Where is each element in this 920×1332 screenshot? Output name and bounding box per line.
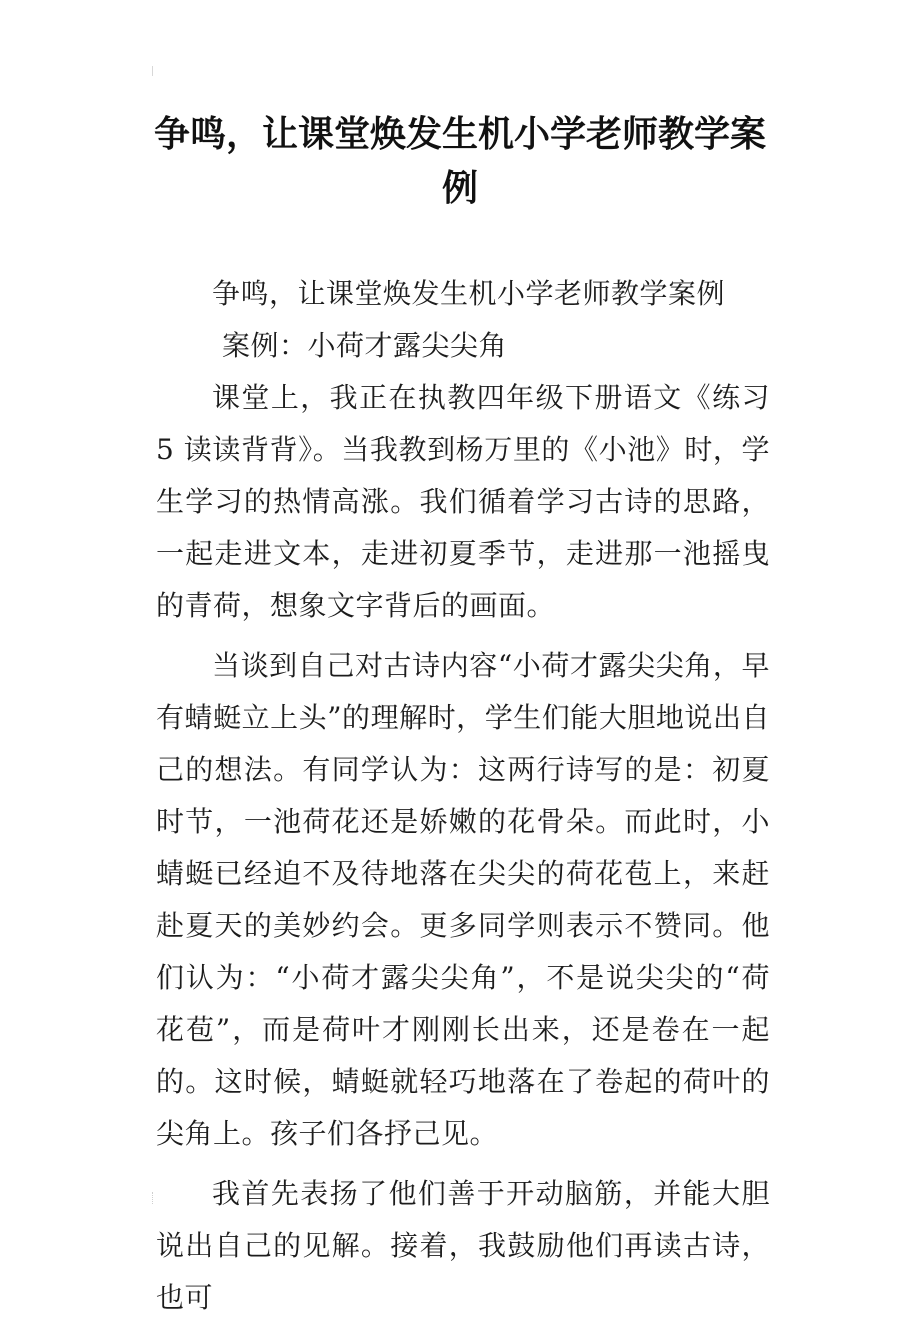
- document-body: [156, 268, 770, 1332]
- subtitle-line: 争鸣，让课堂焕发生机小学老师教学案例: [212, 277, 726, 310]
- case-line: 案例：小荷才露尖尖角: [222, 329, 508, 362]
- document-title: 争鸣，让课堂焕发生机小学老师教学案例: [153, 114, 766, 209]
- scan-mark-top: [152, 66, 159, 76]
- paragraph-3: 我首先表扬了他们善于开动脑筋，并能大胆说出自己的见解。接着，我鼓励他们再读古诗，也可: [156, 1177, 770, 1314]
- paragraph-1: 课堂上，我正在执教四年级下册语文《练习 5 读读背背》。当我教到杨万里的《小池》时，学生学习的热情高涨。我们循着学习古诗的思路，一起走进文本，走进初夏季节，走进那一池摇曳的青荷，想象文字背后的画面。: [156, 381, 770, 622]
- paragraph-2: 当谈到自己对古诗内容“小荷才露尖尖角，早有蜻蜓立上头”的理解时，学生们能大胆地说出自己的想法。有同学认为：这两行诗写的是：初夏时节，一池荷花还是娇嫩的花骨朵。而此时，小蜻蜓已经迫不及待地落在尖尖的荷花苞上，来赶赴夏天的美妙约会。更多同学则表示不赞同。他们认为：“小荷才露尖尖角”，不是说尖尖的“荷花苞”，而是荷叶才刚刚长出来，还是卷在一起的。这时候，蜻蜓就轻巧地落在了卷起的荷叶的尖角上。孩子们各抒己见。: [156, 649, 770, 1150]
- scan-mark-bottom: [152, 1192, 159, 1204]
